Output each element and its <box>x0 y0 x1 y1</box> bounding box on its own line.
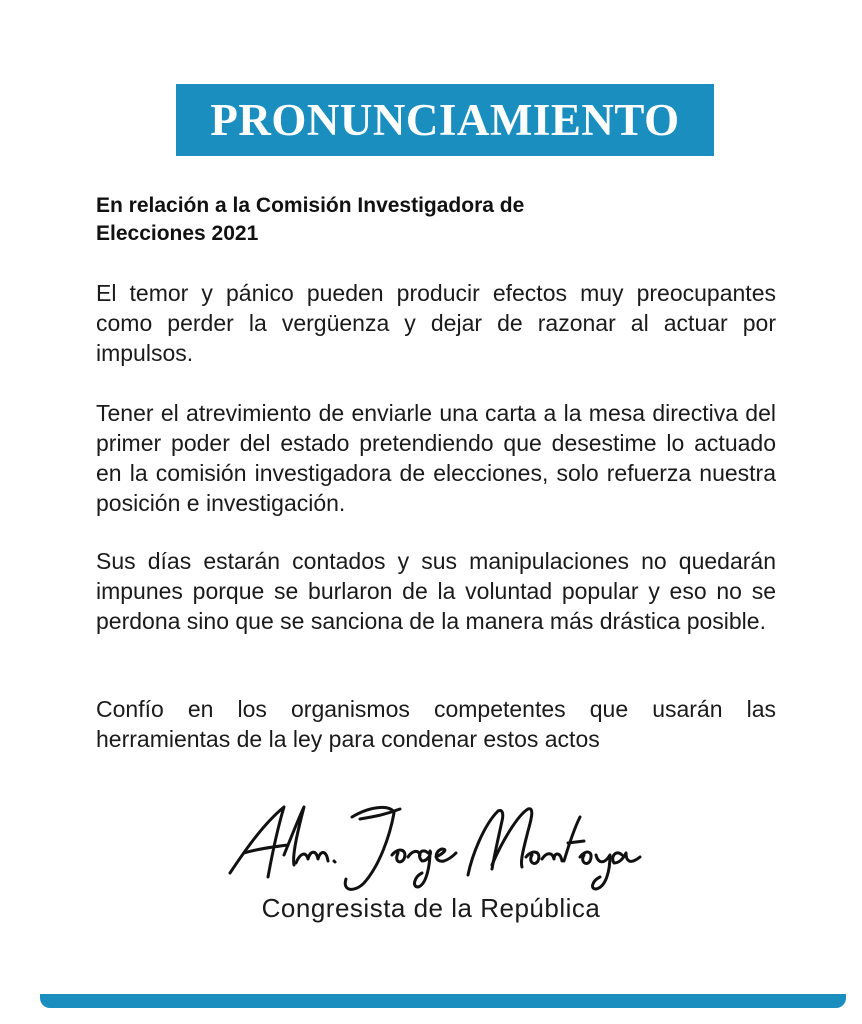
subject-line-2: Elecciones 2021 <box>96 222 259 245</box>
signer-role: Congresista de la República <box>261 893 601 923</box>
subject-line-1: En relación a la Comisión Investigadora de <box>96 194 525 217</box>
subject-heading <box>96 192 656 248</box>
page-title: PRONUNCIAMIENTO <box>210 95 680 145</box>
footer-bar <box>40 994 846 1008</box>
paragraph-3: Sus días estarán contados y sus manipulaciones no quedarán impunes porque se burlaron de la voluntad popular y eso no se perdona sino que se sanciona de la manera más drástica posible. <box>96 548 776 634</box>
handwritten-signature <box>222 795 652 895</box>
paragraph-2: Tener el atrevimiento de enviarle una carta a la mesa directiva del primer poder del estado pretendiendo que desestime lo actuado en la comisión investigadora de elecciones, solo refuerza nuestra posición e investigación. <box>96 400 776 516</box>
paragraph-4: Confío en los organismos competentes que usarán las herramientas de la ley para condenar estos actos <box>96 696 776 752</box>
title-banner <box>176 84 714 156</box>
paragraph-1: El temor y pánico pueden producir efectos muy preocupantes como perder la vergüenza y dejar de razonar al actuar por impulsos. <box>96 280 776 366</box>
